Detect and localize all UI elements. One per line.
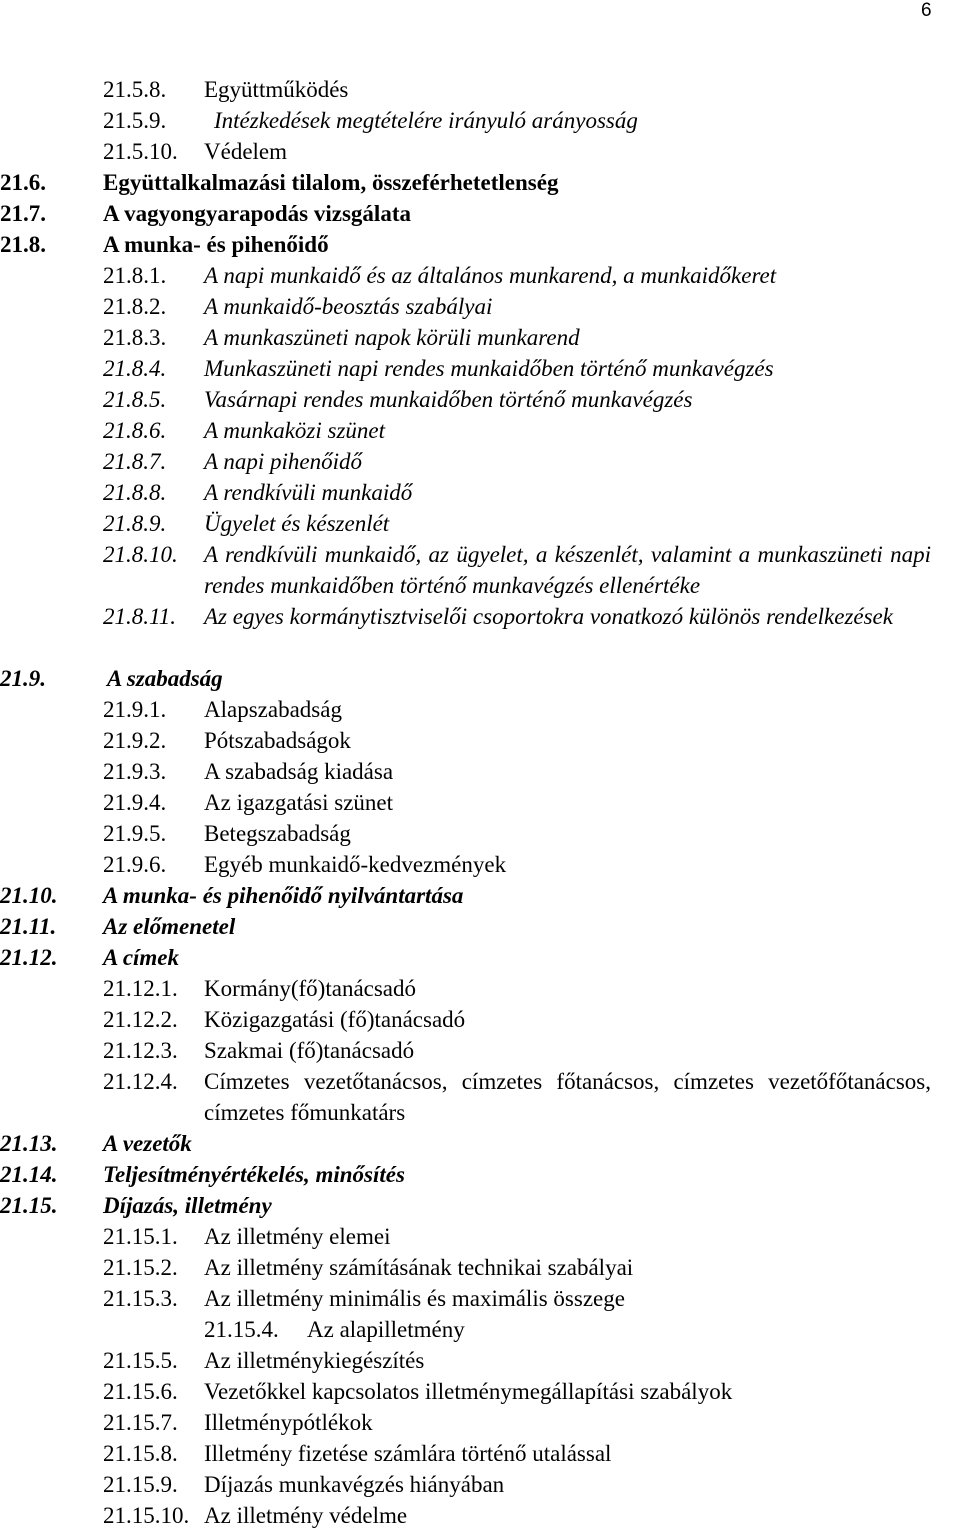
toc-title: Az illetmény minimális és maximális összege — [204, 1286, 625, 1311]
toc-title: Az illetmény számításának technikai szabályai — [204, 1255, 634, 1280]
toc-entry-21-9-1 — [0, 694, 960, 725]
page-number: 6 — [921, 0, 932, 21]
toc-entry-21-14 — [0, 1159, 960, 1190]
toc-title: A címek — [103, 945, 180, 970]
toc-title: Illetménypótlékok — [204, 1410, 373, 1435]
toc-number: 21.15.4. — [204, 1317, 279, 1342]
toc-title: A vagyongyarapodás vizsgálata — [103, 201, 411, 226]
toc-title: Az alapilletmény — [307, 1317, 465, 1342]
toc-title: A napi munkaidő és az általános munkarend, a munkaidőkeret — [204, 263, 777, 288]
toc-number: 21.12.4. — [103, 1069, 178, 1094]
toc-title: A munkaközi szünet — [204, 418, 386, 443]
toc-entry-21-9-4 — [0, 787, 960, 818]
toc-entry-21-5-9 — [0, 105, 960, 136]
toc-title: Intézkedések megtételére irányuló arányosság — [214, 108, 638, 133]
toc-number: 21.15.8. — [103, 1441, 178, 1466]
toc-title: Díjazás, illetmény — [103, 1193, 272, 1218]
toc-entry-21-15 — [0, 1190, 960, 1221]
toc-title: Illetmény fizetése számlára történő utalással — [204, 1441, 612, 1466]
toc-number: 21.9.1. — [103, 697, 167, 722]
toc-entry-21-15-1 — [0, 1221, 960, 1252]
toc-number: 21.14. — [0, 1162, 58, 1187]
toc-title: Védelem — [204, 139, 288, 164]
toc-entry-21-7 — [0, 198, 960, 229]
toc-entry-21-8-4 — [0, 353, 960, 384]
toc-title: Címzetes vezetőtanácsos, címzetes főtanácsos, címzetes vezetőfőtanácsos, címzetes főmunkatárs — [204, 1069, 931, 1125]
toc-number: 21.8.10. — [103, 542, 178, 567]
toc-entry-21-15-9 — [0, 1469, 960, 1500]
table-of-contents — [0, 74, 960, 1531]
toc-number: 21.8.11. — [103, 604, 177, 629]
toc-number: 21.8.3. — [103, 325, 167, 350]
toc-title: Az igazgatási szünet — [204, 790, 394, 815]
toc-entry-21-8-11 — [0, 601, 960, 663]
toc-entry-21-15-6 — [0, 1376, 960, 1407]
toc-number: 21.15.1. — [103, 1224, 178, 1249]
toc-title: A szabadság — [107, 666, 223, 691]
toc-number: 21.9.5. — [103, 821, 167, 846]
toc-number: 21.9. — [0, 666, 46, 691]
toc-number: 21.8.9. — [103, 511, 167, 536]
toc-title: Közigazgatási (fő)tanácsadó — [204, 1007, 466, 1032]
toc-number: 21.7. — [0, 201, 46, 226]
toc-entry-21-15-10 — [0, 1500, 960, 1531]
toc-number: 21.15.6. — [103, 1379, 178, 1404]
toc-entry-21-12 — [0, 942, 960, 973]
toc-title: Együttműködés — [204, 77, 349, 102]
toc-number: 21.5.9. — [103, 108, 167, 133]
toc-number: 21.15.2. — [103, 1255, 178, 1280]
toc-entry-21-8-3 — [0, 322, 960, 353]
toc-number: 21.9.6. — [103, 852, 167, 877]
toc-number: 21.10. — [0, 883, 58, 908]
toc-number: 21.9.4. — [103, 790, 167, 815]
toc-entry-21-12-2 — [0, 1004, 960, 1035]
toc-entry-21-8-10 — [0, 539, 960, 601]
toc-title: A vezetők — [103, 1131, 192, 1156]
toc-title: Szakmai (fő)tanácsadó — [204, 1038, 415, 1063]
toc-entry-21-15-4 — [0, 1314, 960, 1345]
toc-title: Az illetmény elemei — [204, 1224, 391, 1249]
toc-number: 21.6. — [0, 170, 46, 195]
toc-title: A napi pihenőidő — [204, 449, 363, 474]
toc-entry-21-12-3 — [0, 1035, 960, 1066]
toc-title: Díjazás munkavégzés hiányában — [204, 1472, 505, 1497]
toc-title: Vasárnapi rendes munkaidőben történő munkavégzés — [204, 387, 693, 412]
toc-entry-21-8 — [0, 229, 960, 260]
toc-number: 21.9.3. — [103, 759, 167, 784]
toc-number: 21.8.4. — [103, 356, 167, 381]
toc-title: Kormány(fő)tanácsadó — [204, 976, 417, 1001]
toc-title: Vezetőkkel kapcsolatos illetménymegállapítási szabályok — [204, 1379, 733, 1404]
toc-entry-21-15-2 — [0, 1252, 960, 1283]
toc-number: 21.12. — [0, 945, 58, 970]
toc-entry-21-5-8 — [0, 74, 960, 105]
toc-entry-21-8-9 — [0, 508, 960, 539]
toc-title: A munka- és pihenőidő nyilvántartása — [103, 883, 464, 908]
toc-entry-21-8-6 — [0, 415, 960, 446]
toc-title: Egyéb munkaidő-kedvezmények — [204, 852, 507, 877]
toc-number: 21.12.2. — [103, 1007, 178, 1032]
toc-title: Betegszabadság — [204, 821, 351, 846]
toc-number: 21.12.1. — [103, 976, 178, 1001]
toc-title: Munkaszüneti napi rendes munkaidőben történő munkavégzés — [204, 356, 774, 381]
toc-entry-21-9-3 — [0, 756, 960, 787]
toc-entry-21-13 — [0, 1128, 960, 1159]
toc-title: Alapszabadság — [204, 697, 342, 722]
toc-entry-21-6 — [0, 167, 960, 198]
toc-number: 21.15.7. — [103, 1410, 178, 1435]
toc-entry-21-9 — [0, 663, 960, 694]
toc-entry-21-8-8 — [0, 477, 960, 508]
toc-number: 21.12.3. — [103, 1038, 178, 1063]
toc-number: 21.5.8. — [103, 77, 167, 102]
toc-number: 21.8.1. — [103, 263, 167, 288]
toc-number: 21.8.7. — [103, 449, 167, 474]
toc-entry-21-9-2 — [0, 725, 960, 756]
toc-entry-21-9-6 — [0, 849, 960, 880]
toc-title: A rendkívüli munkaidő — [204, 480, 413, 505]
toc-number: 21.11. — [0, 914, 57, 939]
toc-title: Az egyes kormánytisztviselői csoportokra vonatkozó különös rendelkezések — [204, 604, 893, 629]
toc-entry-21-11 — [0, 911, 960, 942]
toc-title: A munkaidő-beosztás szabályai — [204, 294, 493, 319]
toc-number: 21.15.9. — [103, 1472, 178, 1497]
toc-number: 21.8. — [0, 232, 46, 257]
toc-entry-21-15-7 — [0, 1407, 960, 1438]
toc-number: 21.15.10. — [103, 1503, 190, 1528]
toc-number: 21.15.3. — [103, 1286, 178, 1311]
toc-title: Teljesítményértékelés, minősítés — [103, 1162, 405, 1187]
toc-number: 21.8.5. — [103, 387, 167, 412]
toc-entry-21-9-5 — [0, 818, 960, 849]
toc-entry-21-8-5 — [0, 384, 960, 415]
toc-number: 21.13. — [0, 1131, 58, 1156]
toc-entry-21-12-1 — [0, 973, 960, 1004]
toc-entry-21-15-8 — [0, 1438, 960, 1469]
toc-number: 21.9.2. — [103, 728, 167, 753]
toc-title: Az illetménykiegészítés — [204, 1348, 425, 1373]
toc-number: 21.8.8. — [103, 480, 167, 505]
toc-title: A munka- és pihenőidő — [103, 232, 329, 257]
toc-number: 21.5.10. — [103, 139, 178, 164]
toc-entry-21-8-1 — [0, 260, 960, 291]
toc-title: A szabadság kiadása — [204, 759, 394, 784]
toc-title: Az előmenetel — [103, 914, 236, 939]
toc-entry-21-10 — [0, 880, 960, 911]
toc-entry-21-12-4 — [0, 1066, 960, 1128]
toc-title: Ügyelet és készenlét — [204, 511, 390, 536]
toc-title: Az illetmény védelme — [204, 1503, 408, 1528]
toc-title: Pótszabadságok — [204, 728, 351, 753]
toc-number: 21.15.5. — [103, 1348, 178, 1373]
toc-title: A munkaszüneti napok körüli munkarend — [204, 325, 580, 350]
toc-number: 21.15. — [0, 1193, 58, 1218]
toc-entry-21-8-7 — [0, 446, 960, 477]
toc-entry-21-15-3 — [0, 1283, 960, 1314]
toc-entry-21-15-5 — [0, 1345, 960, 1376]
toc-entry-21-5-10 — [0, 136, 960, 167]
toc-number: 21.8.6. — [103, 418, 167, 443]
toc-entry-21-8-2 — [0, 291, 960, 322]
toc-number: 21.8.2. — [103, 294, 167, 319]
toc-title: A rendkívüli munkaidő, az ügyelet, a készenlét, valamint a munkaszüneti napi rendes munkaidőben történő munkavégzés ellenértéke — [204, 542, 931, 598]
toc-title: Együttalkalmazási tilalom, összeférhetetlenség — [103, 170, 559, 195]
